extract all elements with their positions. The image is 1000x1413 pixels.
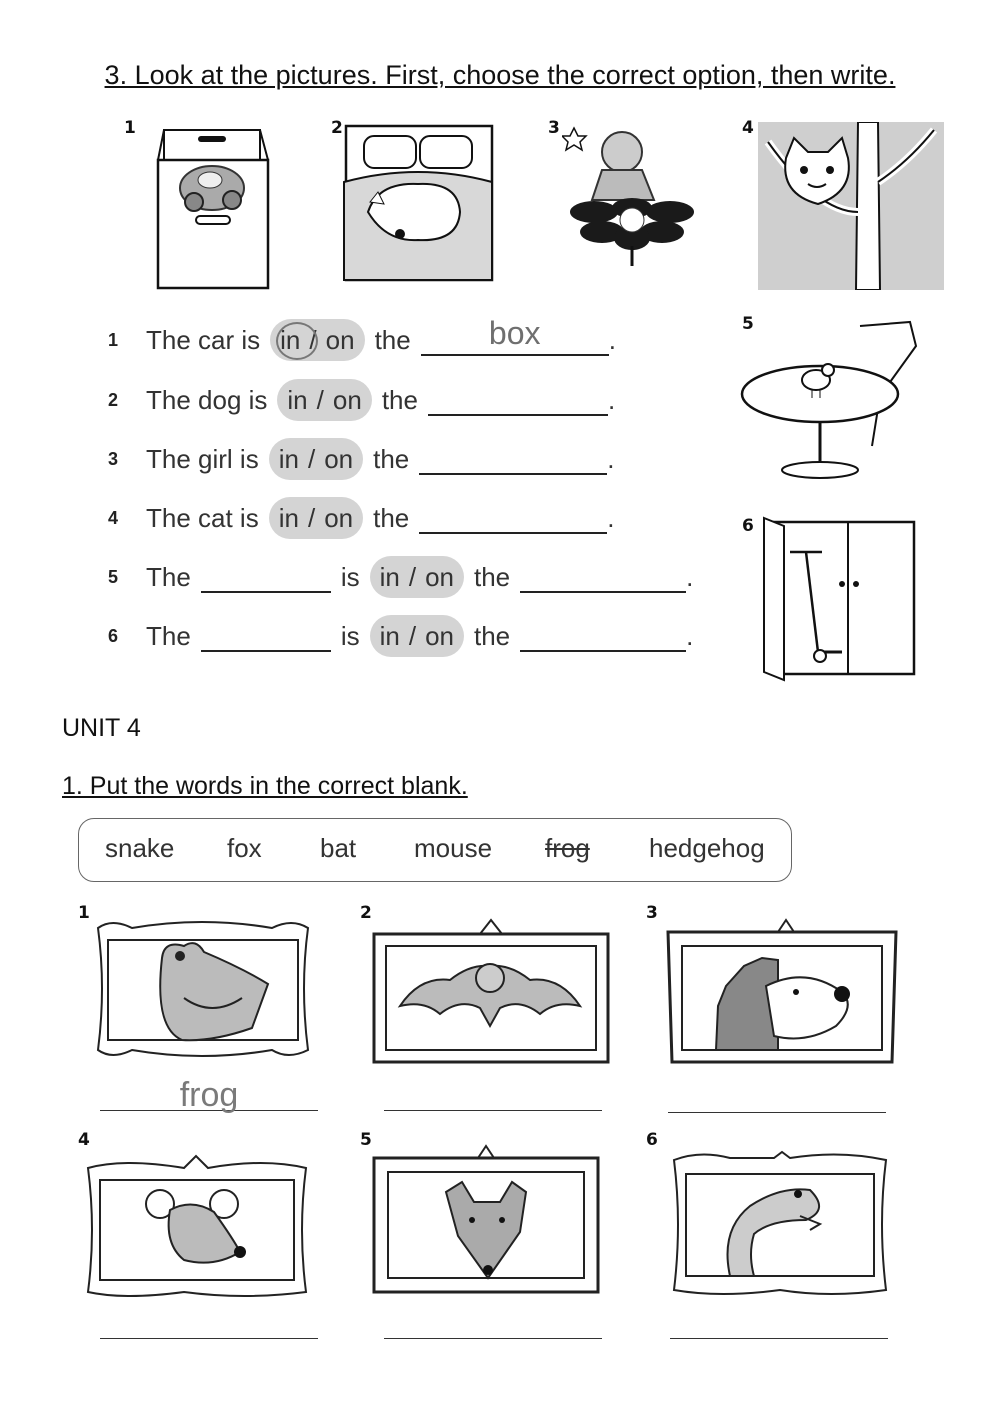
sentence-start: The dog is [146, 384, 268, 415]
object-blank[interactable] [201, 561, 331, 593]
sentence-number: 1 [108, 329, 119, 350]
option-on[interactable]: on [325, 324, 355, 355]
answer-blank[interactable] [520, 620, 686, 652]
sentence-the: the [474, 620, 511, 651]
frame-number: 6 [646, 1130, 658, 1150]
sentence-row-4 [108, 496, 615, 540]
in-on-choice[interactable] [270, 319, 364, 361]
option-on[interactable]: on [425, 561, 454, 592]
sentence-row-1 [108, 315, 616, 362]
option-separator: / [408, 561, 417, 592]
frame-number: 4 [78, 1130, 90, 1150]
scooter-in-wardrobe-picture [762, 512, 922, 682]
word-mouse: mouse [414, 833, 493, 863]
picture-number: 3 [548, 118, 560, 138]
sentence-end: . [607, 443, 615, 474]
object-blank[interactable] [201, 620, 331, 652]
bat-frame-picture [370, 916, 614, 1066]
sentence-start: The car is [146, 324, 261, 355]
sentence-number: 3 [108, 448, 119, 469]
word-fox: fox [227, 833, 262, 863]
picture-number: 6 [742, 516, 754, 536]
sentence-the: the [474, 561, 511, 592]
bird-on-table-picture [740, 316, 926, 486]
dog-on-bed-picture [338, 122, 496, 287]
option-on[interactable]: on [324, 443, 354, 474]
option-separator: / [309, 324, 317, 355]
answer-blank[interactable] [520, 561, 686, 593]
frame-number: 5 [360, 1130, 372, 1150]
word-snake: snake [105, 833, 175, 863]
sentence-end: . [607, 384, 616, 415]
answer-text: box [488, 315, 541, 351]
in-on-choice[interactable] [277, 379, 371, 421]
sentence-row-6 [108, 614, 693, 658]
frame-number: 1 [78, 903, 90, 923]
selected-circle [276, 322, 318, 360]
answer-text: frog [179, 1076, 239, 1114]
option-in[interactable]: in [278, 502, 299, 533]
option-separator: / [408, 620, 417, 651]
option-in[interactable]: in [287, 384, 308, 415]
sentence-number: 2 [108, 389, 119, 410]
picture-number: 1 [124, 118, 136, 138]
snake-frame-picture [670, 1150, 890, 1298]
sentence-number: 5 [108, 566, 119, 587]
in-on-choice[interactable] [370, 615, 464, 657]
sentence-end: . [686, 620, 694, 651]
answer-line-3[interactable] [668, 1082, 886, 1113]
word-bank [78, 818, 792, 882]
sentence-is: is [340, 620, 360, 651]
frame-number: 3 [646, 903, 658, 923]
answer-blank[interactable] [419, 443, 607, 475]
sentence-number: 6 [108, 625, 119, 646]
sentence-the: the [374, 324, 411, 355]
frame-number: 2 [360, 903, 372, 923]
answer-line-5[interactable] [384, 1308, 602, 1339]
sentence-start: The [146, 561, 191, 592]
in-on-choice[interactable] [269, 497, 363, 539]
answer-blank[interactable] [419, 502, 607, 534]
answer-blank[interactable] [428, 384, 608, 416]
picture-number: 4 [742, 118, 754, 138]
option-on[interactable]: on [324, 502, 354, 533]
option-in[interactable]: in [280, 324, 301, 355]
sentence-row-3 [108, 437, 615, 481]
answer-blank[interactable] [421, 315, 609, 356]
answer-line-4[interactable] [100, 1308, 318, 1339]
word-frog-crossed: frog [545, 833, 590, 863]
word-bat: bat [320, 833, 357, 863]
answer-line-6[interactable] [670, 1308, 888, 1339]
exercise1-title: 1. Put the words in the correct blank. [62, 772, 468, 800]
option-on[interactable]: on [425, 620, 454, 651]
sentence-end: . [607, 502, 615, 533]
sentence-the: the [373, 502, 410, 533]
option-in[interactable]: in [379, 620, 400, 651]
sentence-start: The girl is [146, 443, 259, 474]
exercise3-title: 3. Look at the pictures. First, choose the correct option, then write. [104, 60, 896, 90]
sentence-end: . [608, 324, 616, 355]
girl-on-flower-picture [562, 120, 712, 270]
option-separator: / [316, 384, 324, 415]
picture-number: 2 [331, 118, 343, 138]
sentence-start: The cat is [146, 502, 259, 533]
option-separator: / [307, 443, 316, 474]
sentence-row-2 [108, 378, 615, 422]
in-on-choice[interactable] [269, 438, 363, 480]
sentence-the: the [381, 384, 418, 415]
sentence-end: . [686, 561, 694, 592]
mouse-frame-picture [84, 1150, 310, 1300]
sentence-row-5 [108, 555, 693, 599]
option-on[interactable]: on [332, 384, 362, 415]
answer-line-2[interactable] [384, 1080, 602, 1111]
cat-in-tree-picture [758, 122, 944, 290]
word-hedgehog: hedgehog [649, 833, 765, 863]
unit-heading: UNIT 4 [62, 714, 141, 742]
picture-number: 5 [742, 314, 754, 334]
sentence-is: is [340, 561, 360, 592]
option-separator: / [307, 502, 316, 533]
option-in[interactable]: in [278, 443, 299, 474]
sentence-the: the [373, 443, 410, 474]
frog-frame-picture [92, 918, 314, 1060]
sentence-start: The [146, 620, 191, 651]
fox-frame-picture [370, 1142, 602, 1296]
answer-line-1[interactable] [100, 1076, 318, 1114]
car-in-box-picture [150, 120, 275, 292]
option-in[interactable]: in [379, 561, 400, 592]
hedgehog-frame-picture [666, 916, 898, 1066]
in-on-choice[interactable] [370, 556, 464, 598]
sentence-number: 4 [108, 507, 119, 528]
